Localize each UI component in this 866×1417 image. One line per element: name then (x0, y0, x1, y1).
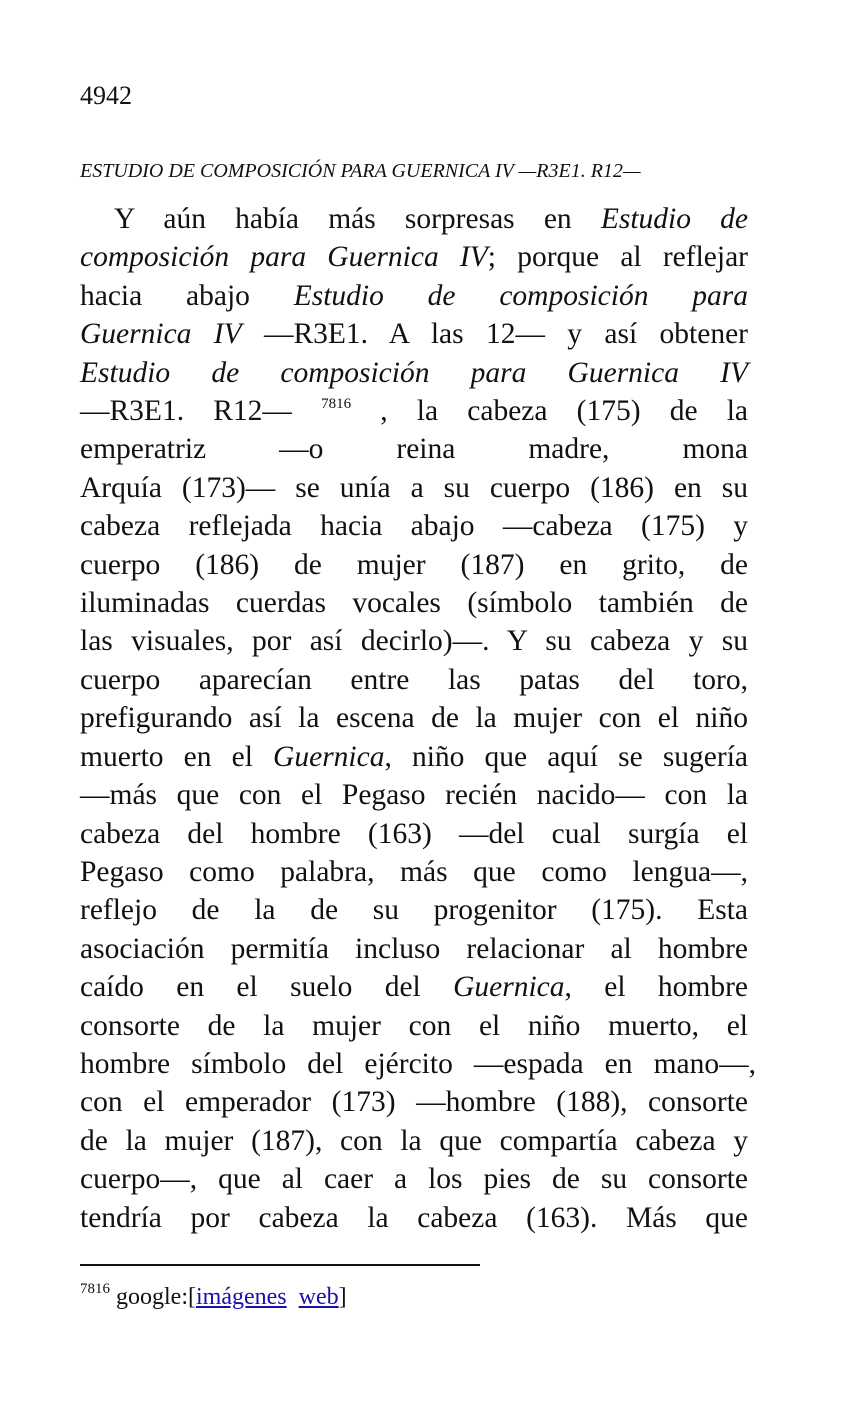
text-line: las visuales, por así decirlo)—. Y su cabeza y su (80, 625, 748, 658)
work-title: Guernica IV (80, 318, 242, 351)
text-line: cuerpo (186) de mujer (187) en grito, de (80, 548, 748, 581)
text-line: reflejo de la de su progenitor (175). Esta (80, 894, 748, 927)
footnote-prefix: google:[ (110, 1284, 196, 1310)
text-line: de la mujer (187), con la que compartía cabeza y (80, 1124, 748, 1157)
text-line: cuerpo—, que al caer a los pies de su consorte (80, 1163, 748, 1196)
text-line: iluminadas cuerdas vocales (símbolo también de (80, 587, 748, 620)
work-title: composición para Guernica IV (80, 241, 488, 274)
work-title: Guernica (453, 971, 565, 1004)
work-title: Estudio de (600, 203, 748, 235)
page-number: 4942 (80, 81, 132, 110)
section-title: ESTUDIO DE COMPOSICIÓN PARA GUERNICA IV —R3E1. R12— (80, 160, 641, 182)
text-line: cabeza reflejada hacia abajo —cabeza (175) y (80, 510, 748, 543)
web-link[interactable]: web (298, 1284, 339, 1310)
text-line: Guernica IV —R3E1. A las 12— y así obtener (80, 318, 748, 351)
footnote-number: 7816 (80, 1281, 110, 1297)
text-line: asociación permitía incluso relacionar al hombre (80, 932, 748, 965)
text-line: prefigurando así la escena de la mujer con el niño (80, 702, 748, 735)
text-line: cuerpo aparecían entre las patas del toro, (80, 663, 748, 696)
footnote-suffix: ] (338, 1284, 347, 1310)
text-line: con el emperador (173) —hombre (188), consorte (80, 1086, 748, 1119)
text-line: caído en el suelo del Guernica, el hombre (80, 971, 748, 1004)
images-link[interactable]: imágenes (195, 1284, 287, 1310)
text-line: cabeza del hombre (163) —del cual surgía el (80, 817, 748, 850)
work-title: Estudio de composición para Guernica IV (80, 356, 748, 389)
text-line: muerto en el Guernica, niño que aquí se sugería (80, 740, 748, 773)
body-paragraph (80, 200, 756, 1237)
text-line: emperatriz —o reina madre, mona (80, 433, 748, 466)
text-line: Y aún había más sorpresas en Estudio de (114, 203, 748, 235)
text-line: —más que con el Pegaso recién nacido— con la (80, 779, 748, 812)
work-title: Guernica (273, 740, 385, 773)
text-line: composición para Guernica IV; porque al reflejar (80, 241, 748, 274)
text-line: hacia abajo Estudio de composición para (80, 279, 748, 312)
text-line: Arquía (173)— se unía a su cuerpo (186) en su (80, 471, 748, 504)
footnote-divider (80, 1264, 480, 1266)
text-line: consorte de la mujer con el niño muerto, el (80, 1009, 748, 1042)
text-line: Pegaso como palabra, más que como lengua—, (80, 855, 748, 888)
text-line (80, 354, 748, 392)
footnote (80, 1279, 347, 1315)
text-line: hombre símbolo del ejército —espada en mano—, (80, 1047, 756, 1080)
work-title: Estudio de composición para (293, 279, 748, 312)
text-line: —R3E1. R12— $^{7816}$ , la cabeza (175) de la (80, 395, 749, 428)
footnote-reference[interactable]: 7816 (321, 396, 352, 413)
text-line: tendría por cabeza la cabeza (163). Más que (80, 1201, 748, 1234)
